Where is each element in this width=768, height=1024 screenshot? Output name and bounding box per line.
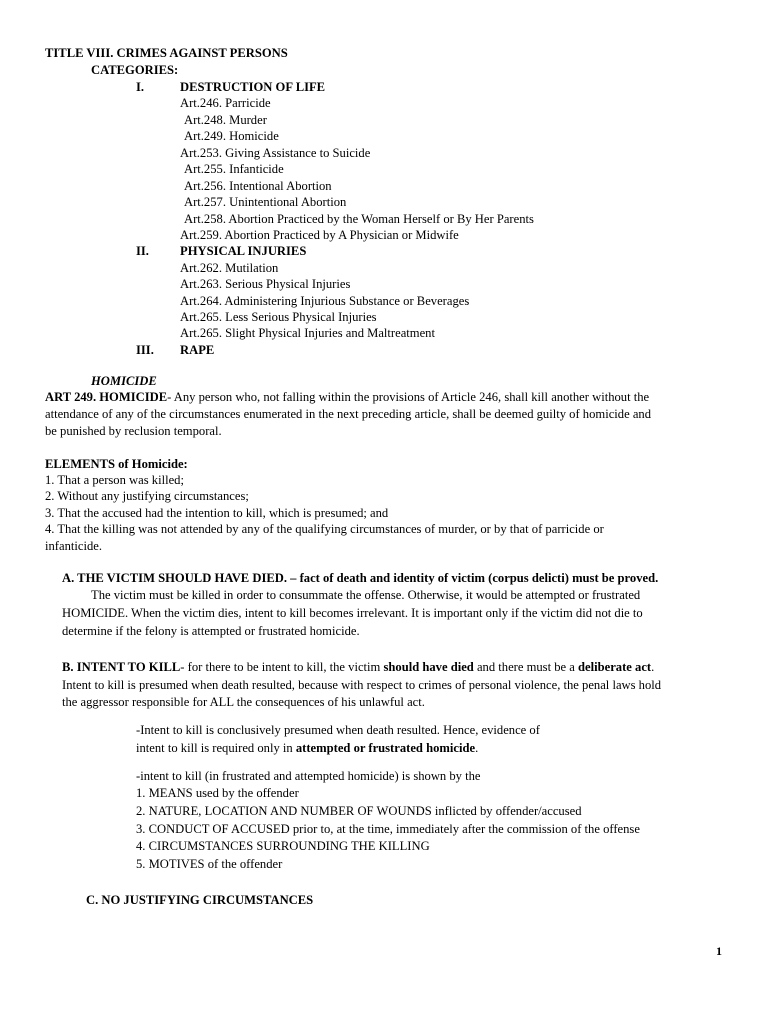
article-item: Art.262. Mutilation — [180, 261, 279, 275]
article-item: Art.257. Unintentional Abortion — [184, 195, 347, 209]
article-item: Art.248. Murder — [184, 113, 267, 127]
section-a-text: HOMICIDE. When the victim dies, intent to kill becomes irrelevant. It is important only if the victim did not die to — [62, 606, 643, 620]
section-b-emphasis: should have died — [383, 660, 474, 674]
elements-heading: ELEMENTS of Homicide: — [45, 457, 188, 471]
section-a-text: determine if the felony is attempted or frustrated homicide. — [62, 624, 360, 638]
section-b-note-emphasis: attempted or frustrated homicide — [295, 741, 476, 755]
article-item: Art.249. Homicide — [184, 129, 279, 143]
document-title: TITLE VIII. CRIMES AGAINST PERSONS — [45, 46, 288, 60]
article-item: Art.256. Intentional Abortion — [184, 179, 332, 193]
element-item: 3. That the accused had the intention to kill, which is presumed; and — [45, 506, 389, 520]
section-b-text: . — [651, 660, 655, 674]
element-item: infanticide. — [45, 539, 102, 553]
article-item: Art.246. Parricide — [180, 96, 271, 110]
section-c-heading: C. NO JUSTIFYING CIRCUMSTANCES — [86, 893, 314, 907]
section-b-text: and there must be a — [473, 660, 579, 674]
categories-label: CATEGORIES: — [91, 63, 179, 77]
category-number: III. — [136, 343, 154, 357]
section-b-note-text: intent to kill is required only in — [136, 741, 296, 755]
article-item: Art.258. Abortion Practiced by the Woman Herself or By Her Parents — [184, 212, 534, 226]
article-item: Art.253. Giving Assistance to Suicide — [180, 146, 371, 160]
intent-shown-intro: -intent to kill (in frustrated and attempted homicide) is shown by the — [136, 769, 481, 783]
section-b-note: -Intent to kill is conclusively presumed when death resulted. Hence, evidence of — [136, 723, 540, 737]
section-b-emphasis: deliberate act — [578, 660, 652, 674]
article-item: Art.255. Infanticide — [184, 162, 284, 176]
intent-shown-item: 5. MOTIVES of the offender — [136, 857, 283, 871]
section-b-text: the aggressor responsible for ALL the consequences of his unlawful act. — [62, 695, 425, 709]
article-249-line — [45, 389, 649, 406]
category-title: RAPE — [180, 343, 215, 357]
category-title: DESTRUCTION OF LIFE — [180, 80, 326, 94]
intent-shown-item: 4. CIRCUMSTANCES SURROUNDING THE KILLING — [136, 839, 430, 853]
intent-shown-item: 3. CONDUCT OF ACCUSED prior to, at the time, immediately after the commission of the offense — [136, 822, 640, 836]
element-item: 2. Without any justifying circumstances; — [45, 489, 249, 503]
intent-shown-item: 1. MEANS used by the offender — [136, 786, 299, 800]
article-item: Art.264. Administering Injurious Substance or Beverages — [180, 294, 470, 308]
article-item: Art.265. Less Serious Physical Injuries — [180, 310, 377, 324]
homicide-heading: HOMICIDE — [91, 374, 157, 388]
intent-shown-item: 2. NATURE, LOCATION AND NUMBER OF WOUNDS inflicted by offender/accused — [136, 804, 582, 818]
element-item: 4. That the killing was not attended by any of the qualifying circumstances of murder, or by that of parricide or — [45, 522, 604, 536]
article-item: Art.265. Slight Physical Injuries and Maltreatment — [180, 326, 435, 340]
section-b-text: - for there to be intent to kill, the victim — [180, 660, 384, 674]
article-249-line: be punished by reclusion temporal. — [45, 424, 222, 438]
article-item: Art.263. Serious Physical Injuries — [180, 277, 351, 291]
category-number: II. — [136, 244, 149, 258]
article-249-line: attendance of any of the circumstances enumerated in the next preceding article, shall be deemed guilty of homicide and — [45, 407, 652, 421]
section-b-text: Intent to kill is presumed when death resulted, because with respect to crimes of personal violence, the penal laws hold — [62, 678, 662, 692]
section-b-heading: B. INTENT TO KILL — [62, 660, 181, 674]
article-item: Art.259. Abortion Practiced by A Physician or Midwife — [180, 228, 459, 242]
element-item: 1. That a person was killed; — [45, 473, 184, 487]
section-b-heading-line — [62, 659, 654, 676]
section-b-note-text: . — [475, 741, 479, 755]
category-number: I. — [136, 80, 145, 94]
article-249-title: ART 249. HOMICIDE — [45, 390, 168, 404]
category-title: PHYSICAL INJURIES — [180, 244, 307, 258]
section-a-heading: A. THE VICTIM SHOULD HAVE DIED. – fact of death and identity of victim (corpus delicti) must be proved. — [62, 571, 659, 585]
section-a-text: The victim must be killed in order to consummate the offense. Otherwise, it would be attempted or frustrated — [91, 588, 641, 602]
page-number: 1 — [716, 944, 722, 958]
section-b-note — [136, 740, 478, 757]
article-249-text: - Any person who, not falling within the provisions of Article 246, shall kill another without the — [167, 390, 650, 404]
